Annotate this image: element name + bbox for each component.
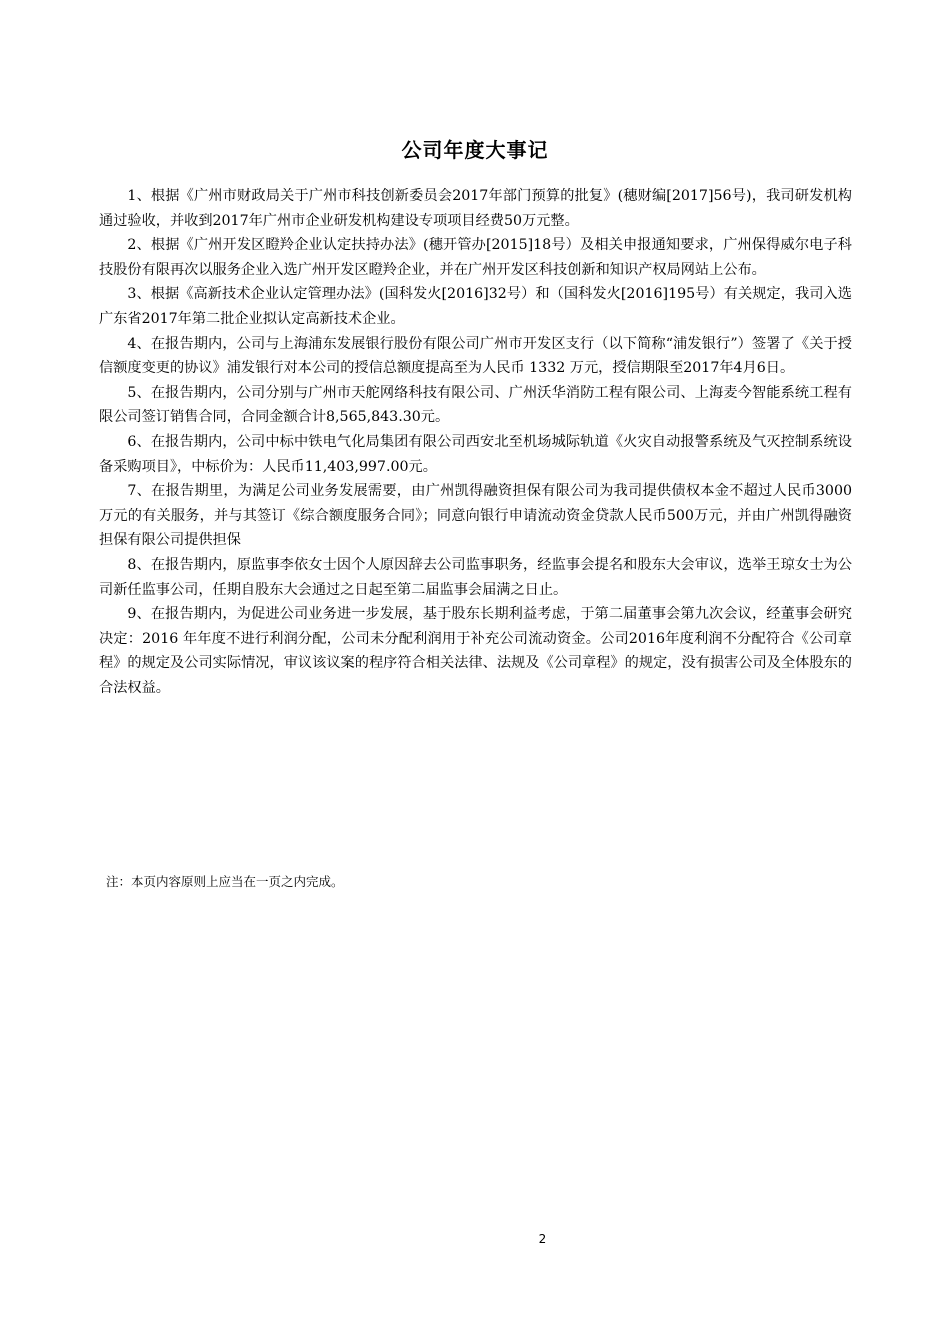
page-note: 注：本页内容原则上应当在一页之内完成。 xyxy=(106,874,344,889)
event-paragraph-6: 6、在报告期内，公司中标中铁电气化局集团有限公司西安北至机场城际轨道《火灾自动报警系统及气灭控制系统设备采购项目》，中标价为：人民币11,403,997.00元。 xyxy=(99,433,852,475)
event-paragraph-3: 3、根据《高新技术企业认定管理办法》(国科发火[2016]32号）和（国科发火[2016]195号）有关规定，我司入选广东省2017年第二批企业拟认定高新技术企业。 xyxy=(99,286,852,327)
event-paragraph-4: 4、在报告期内，公司与上海浦东发展银行股份有限公司广州市开发区支行（以下简称“浦发银行”）签署了《关于授信额度变更的协议》浦发银行对本公司的授信总额度提高至为人民币 1332 万元，授信期限至2017年4月6日。 xyxy=(99,335,852,377)
page-title: 公司年度大事记 xyxy=(401,138,549,162)
event-paragraph-1: 1、根据《广州市财政局关于广州市科技创新委员会2017年部门预算的批复》(穗财编[2017]56号)，我司研发机构通过验收，并收到2017年广州市企业研发机构建设专项项目经费50万元整。 xyxy=(99,188,852,229)
event-paragraph-9: 9、在报告期内，为促进公司业务进一步发展，基于股东长期利益考虑，于第二届董事会第九次会议，经董事会研究决定：2016 年年度不进行利润分配，公司未分配利润用于补充公司流动资金。公司2016年度利润不分配符合《公司章程》的规定及公司实际情况，审议该议案的程序符合相关法律、法规及《公司章程》的规定，没有损害公司及全体股东的合法权益。 xyxy=(99,606,852,696)
event-paragraph-8: 8、在报告期内，原监事李依女士因个人原因辞去公司监事职务，经监事会提名和股东大会审议，选举王琼女士为公司新任监事公司，任期自股东大会通过之日起至第二届监事会届满之日止。 xyxy=(99,556,852,598)
event-paragraph-7: 7、在报告期里，为满足公司业务发展需要，由广州凯得融资担保有限公司为我司提供债权本金不超过人民币3000万元的有关服务，并与其签订《综合额度服务合同》；同意向银行申请流动资金贷款人民币500万元，并由广州凯得融资担保有限公司提供担保 xyxy=(99,483,852,549)
event-paragraph-5: 5、在报告期内，公司分别与广州市天舵网络科技有限公司、广州沃华消防工程有限公司、上海麦今智能系统工程有限公司签订销售合同，合同金额合计8,565,843.30元。 xyxy=(99,384,852,426)
event-paragraph-2: 2、根据《广州开发区瞪羚企业认定扶持办法》(穗开管办[2015]18号）及相关申报通知要求，广州保得威尔电子科技股份有限再次以服务企业入选广州开发区瞪羚企业，并在广州开发区科技创新和知识产权局网站上公布。 xyxy=(99,237,852,278)
document-body xyxy=(99,184,852,700)
page-number: 2 xyxy=(538,1232,547,1246)
